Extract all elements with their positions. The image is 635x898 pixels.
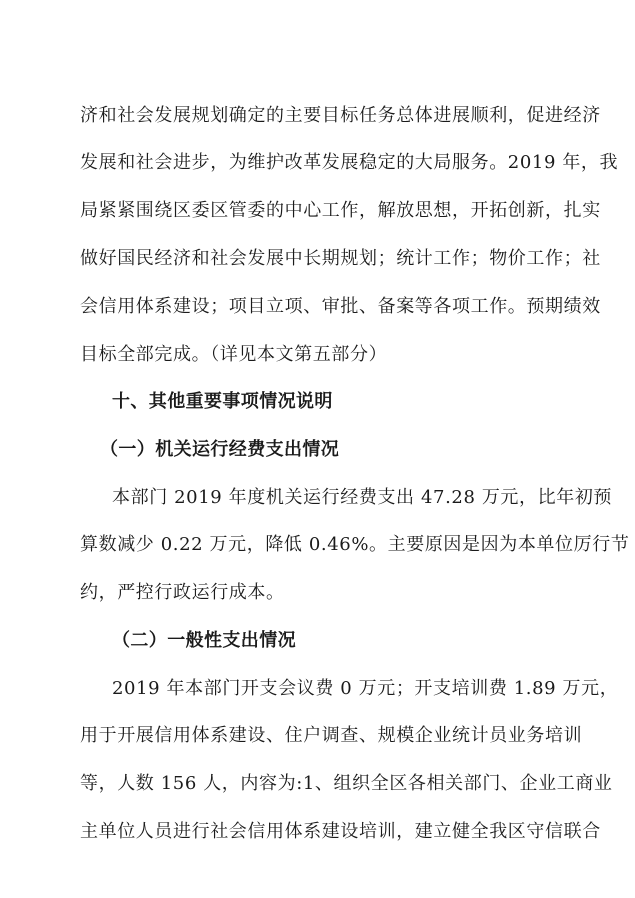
subsection-heading: （二）一般性支出情况: [112, 630, 296, 651]
paragraph-line: 目标全部完成。（详见本文第五部分）: [80, 344, 388, 365]
paragraph-line: 2019 年本部门开支会议费 0 万元；开支培训费 1.89 万元，: [112, 678, 619, 699]
paragraph-line: 等，人数 156 人，内容为:1、组织全区各相关部门、企业工商业: [80, 773, 613, 794]
paragraph-line: 发展和社会进步，为维护改革发展稳定的大局服务。2019 年，我: [80, 152, 619, 173]
paragraph-line: 算数减少 0.22 万元，降低 0.46%。主要原因是因为本单位厉行节: [80, 534, 630, 555]
paragraph-line: 约，严控行政运行成本。: [80, 582, 285, 603]
paragraph-line: 济和社会发展规划确定的主要目标任务总体进展顺利，促进经济: [80, 105, 601, 126]
paragraph-line: 会信用体系建设；项目立项、审批、备案等各项工作。预期绩效: [80, 296, 601, 317]
paragraph-line: 主单位人员进行社会信用体系建设培训，建立健全我区守信联合: [80, 821, 601, 842]
paragraph-line: 用于开展信用体系建设、住户调查、规模企业统计员业务培训: [80, 725, 583, 746]
subsection-heading: （一）机关运行经费支出情况: [100, 439, 340, 460]
paragraph-line: 局紧紧围绕区委区管委的中心工作，解放思想，开拓创新，扎实: [80, 200, 601, 221]
paragraph-line: 本部门 2019 年度机关运行经费支出 47.28 万元，比年初预: [112, 487, 613, 508]
paragraph-line: 做好国民经济和社会发展中长期规划；统计工作；物价工作；社: [80, 248, 601, 269]
section-heading: 十、其他重要事项情况说明: [112, 391, 333, 412]
